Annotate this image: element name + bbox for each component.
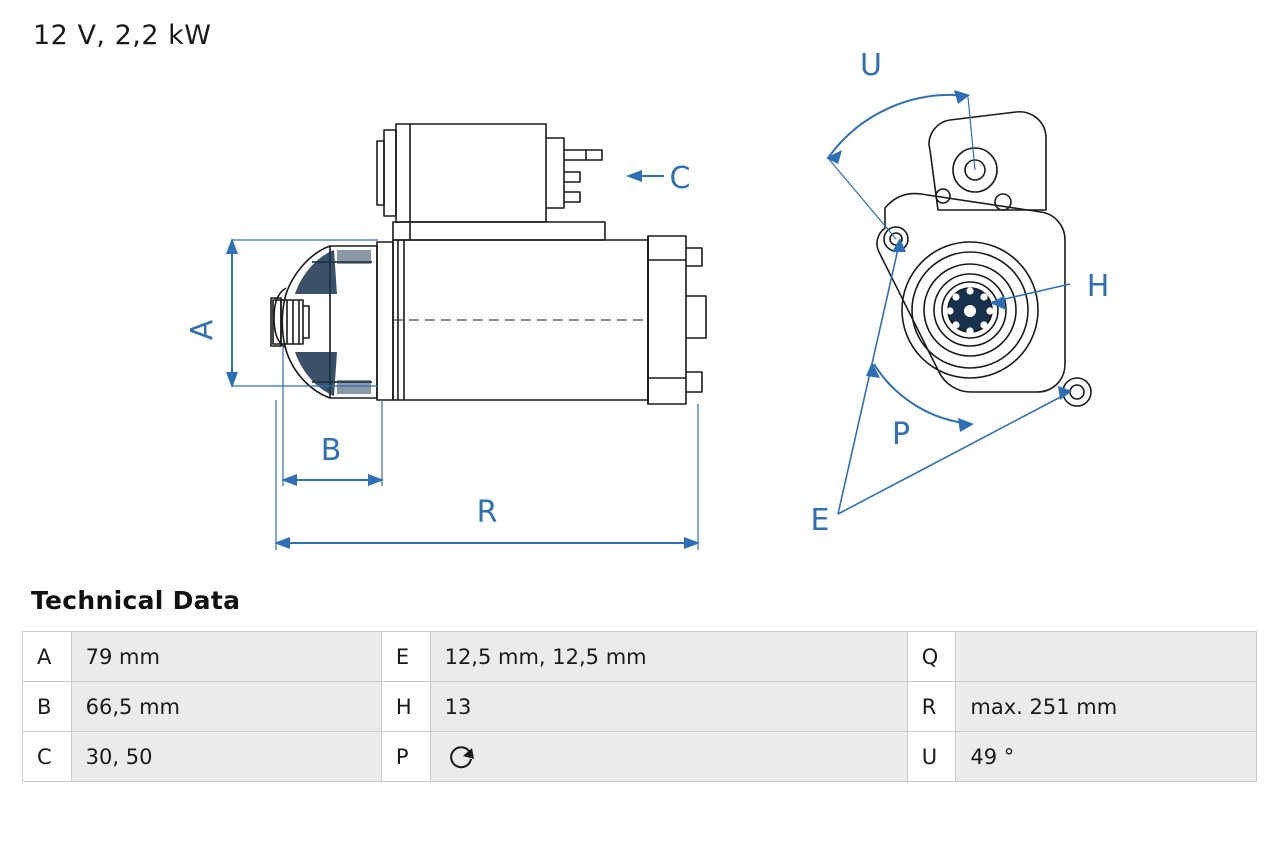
row-value-h: 13	[430, 682, 907, 732]
row-key-q: Q	[907, 632, 956, 682]
page-title: 12 V, 2,2 kW	[33, 20, 212, 51]
table-row	[23, 632, 1257, 682]
row-key-a: A	[23, 632, 72, 682]
technical-data-heading: Technical Data	[31, 586, 241, 615]
dimension-label-a: A	[185, 319, 220, 341]
row-value-q	[956, 632, 1257, 682]
row-value-a: 79 mm	[71, 632, 381, 682]
row-key-p: P	[381, 732, 430, 782]
dimension-label-r: R	[476, 495, 498, 530]
table-row	[23, 682, 1257, 732]
dimension-label-h: H	[1086, 269, 1110, 304]
dimension-label-u: U	[860, 48, 882, 83]
row-key-u: U	[907, 732, 956, 782]
row-key-e: E	[381, 632, 430, 682]
rotation-direction-icon	[445, 742, 479, 772]
row-value-e: 12,5 mm, 12,5 mm	[430, 632, 907, 682]
row-value-p	[430, 732, 907, 782]
row-key-b: B	[23, 682, 72, 732]
row-key-c: C	[23, 732, 72, 782]
table-row	[23, 732, 1257, 782]
row-value-b: 66,5 mm	[71, 682, 381, 732]
row-value-r: max. 251 mm	[956, 682, 1257, 732]
dimension-label-e: E	[810, 503, 830, 538]
dimension-label-c: C	[669, 161, 691, 196]
row-value-c: 30, 50	[71, 732, 381, 782]
row-key-h: H	[381, 682, 430, 732]
dimension-label-p: P	[891, 417, 911, 452]
row-value-u: 49 °	[956, 732, 1257, 782]
row-key-r: R	[907, 682, 956, 732]
dimension-label-b: B	[320, 433, 342, 468]
technical-data-table	[22, 631, 1257, 782]
